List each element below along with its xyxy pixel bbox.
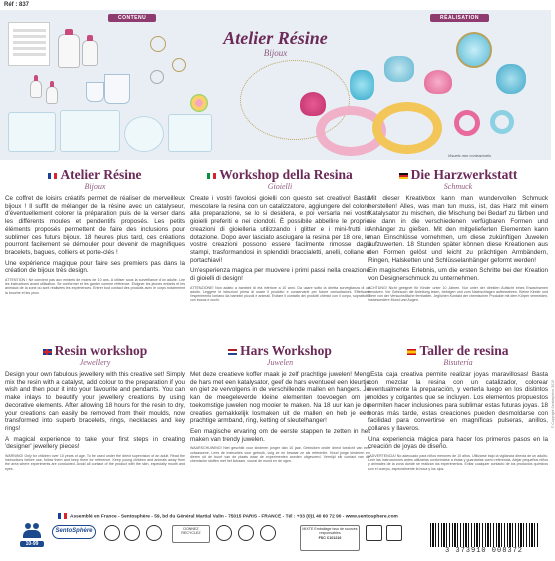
section-title: Workshop della Resina xyxy=(190,168,370,182)
silicone-mold-ring xyxy=(168,114,212,152)
section-de xyxy=(368,168,548,303)
flag-es-icon xyxy=(407,349,416,355)
butterfly-pendant xyxy=(384,56,414,82)
flag-nl-icon xyxy=(228,349,237,355)
section-body: Create i vostri favolosi gioielli con questo set creativo! Basta mescolare la resina con un catalizzatore, aggiungere del colore alla preparazione, se lo si desidera, e poi versarla nei vostri gioielli preferiti e nei ciondoli. È possibile abbellire le proprie creazioni di gioielleria utilizzando i glitter e i mini-frutti in dotazione. Dopo aver lasciato asciugare la resina per 18 ore, le vostre creazioni possono essere facilmente rimosse dagli stampi, trasformandosi in splendidi braccialetti, anelli, collane e portachiavi! Un'esperienza magica per muovere i primi passi nella creazione di gioielli di design! xyxy=(190,195,370,283)
brand-logo: SentoSphère xyxy=(52,525,96,539)
triman-icon xyxy=(146,525,162,541)
section-subtitle: Schmuck xyxy=(443,182,473,191)
round-pendant xyxy=(456,32,492,68)
silicone-mold-bracelet xyxy=(124,116,164,152)
section-body: Met deze creatieve koffer maak je zelf prachtige juwelen! Meng de hars met een katalysator, geef de hars eventueel een kleurtje en giet ze vervolgens in de verschillende mallen en hangers. Je kan de meegeleverde kleine elementen toevoegen om je toekomstige juwelen nog mooier te maken. Na 18 uur kan je de creaties gemakkelijk losmaken uit de mallen en heb je een prachtige armband, ring, ketting of sleutelhanger! Een magische ervaring om de eerste stappen te zetten in het maken van trendy juwelen. xyxy=(190,371,370,443)
section-it xyxy=(190,168,370,303)
age-badge xyxy=(18,523,46,553)
section-subtitle: Gioielli xyxy=(267,182,293,191)
cup-icon xyxy=(238,525,254,541)
mini-fruit-beads xyxy=(190,94,208,112)
visuel-note: Visuels non contractuels xyxy=(447,153,491,158)
flower-pendant xyxy=(496,64,526,94)
age-range: 10-99 xyxy=(20,541,44,547)
section-subtitle: Jewellery xyxy=(79,358,111,367)
barcode-number: 3 373910 008372 xyxy=(444,547,523,555)
flag-gb-icon xyxy=(43,349,52,355)
section-body: Ce coffret de loisirs créatifs permet de réaliser de merveilleux bijoux ! Il suffit de mélanger de la résine avec un catalyseur, d'éventuellement colorer la préparation puis de la verser dans les différents moules et pendentifs proposés. Les petits éléments proposés permettent de faire des inclusions pour sublimer ces futurs bijoux. 18 heures plus tard, ces créations pourront facilement se démouler pour devenir de magnifiques bracelets, bagues, colliers et porte-clés ! Une expérience magique pour faire ses premiers pas dans la création de bijoux très design. xyxy=(5,195,185,275)
resin-bottle xyxy=(58,34,80,68)
catalyst-bottle xyxy=(82,40,98,66)
section-body: Mit dieser Kreativbox kann man wundervollen Schmuck herstellen! Alles, was man tun muss, ist, das Harz mit einem Katalysator zu mischen, die Mischung bei Bedarf zu färben und sie dann in die verschiedenen verfügbaren Formen und Anhänger zu gießen. Mit den mitgelieferten Elementen kann man Einschlüsse vornehmen, um diese zukünftigen Juwelen aufzuwerten. 18 Stunden später können diese Kreationen aus den Formen gelöst und leicht zu prächtigen Armbändern, Ringen, Halsketten und Schlüsselanhänger geformt werden! Ein magisches Erlebnis, um die ersten Schritte bei der Kreation von Designerschmuck zu unternehmen. xyxy=(368,195,548,283)
measuring-cup xyxy=(104,74,130,104)
pendant-frame-2 xyxy=(172,58,186,72)
heart-pendant-2 xyxy=(424,70,452,94)
glitter-bottle xyxy=(30,80,42,98)
not-for-under-3-icon xyxy=(124,525,140,541)
hero-banner xyxy=(0,10,551,160)
section-es xyxy=(368,344,548,471)
keyring xyxy=(150,70,164,84)
section-body: Design your own fabulous jewellery with this creative set! Simply mix the resin with a catalyst, add colour to the preparation if you wish and then pour it into your favourite and pendants. You can make inlays to beautify your jewellery creations by using decorative elements. After allowing 18 hours for the resin to dry, your creations can easily be removed from their moulds, now transformed into superb bracelets, rings, necklaces and key rings! A magical experience to take your first steps in creating 'designer' jewellery pieces! xyxy=(5,371,185,451)
section-nl xyxy=(190,344,370,463)
reference-number: Réf : 837 xyxy=(4,2,30,8)
age-warning-icon xyxy=(386,525,402,541)
section-fr xyxy=(5,168,185,295)
flag-it-icon xyxy=(207,173,216,179)
section-title: Taller de resina xyxy=(368,344,548,358)
section-title: Die Harzwerkstatt xyxy=(368,168,548,182)
hero-title: Atelier Résine xyxy=(223,28,328,48)
hero-subtitle: Bijoux xyxy=(263,48,288,58)
section-title: Resin workshop xyxy=(5,344,185,358)
bracelet-gold xyxy=(372,102,442,154)
instructions-leaflet xyxy=(8,22,50,66)
content-tag: CONTENU xyxy=(108,14,156,22)
section-warning: ATTENZIONE! Non adatto a bambini di età inferiore a 10 anni. Da usare sotto la diretta sorveglianza di un adulto. Leggere le istruzioni prima di usare il prodotto e conservarle per future consultazioni. Effettuare l'esperimento lontano da bambini piccoli e animali. Evitare il contatto dei prodotti chimici con il corpo, soprattutto con bocca e occhi. xyxy=(190,285,370,303)
fsc-mixte-text: MIXTE Emballage Issu de sources responsables xyxy=(302,527,358,536)
family-icon xyxy=(23,523,41,539)
section-body: ¡Esta caja creativa permite realizar joyas maravillosas! Basta con mezclar la resina con un catalizador, colorear eventualmente la preparación, y verterla luego en los distintos moldes y colgantes que se incluyen. Los elementos propuestos permiten hacer inclusiones para sublimar estas futuras joyas. 18 horas más tarde, estas creaciones pueden desmoldarse con facilidad para convertirse en magníficas pulseras, anillos, collares y llaveros. Una experiencia mágica para hacer los primeros pasos en la creación de joyas de diseño. xyxy=(368,371,548,451)
section-subtitle: Bisutería xyxy=(443,358,473,367)
resin-ring xyxy=(454,110,480,136)
ce-mark-icon xyxy=(104,525,120,541)
barcode-bars xyxy=(430,523,538,547)
realisation-tag: RÉALISATION xyxy=(430,14,489,22)
section-warning: ¡ADVERTENCIA! No adecuado para niños menores de 10 años. Utilizarse bajo la vigilancia directa de un adulto. Leer las instrucciones antes utilizarlas conformarse a éstas y guardarlas como referencia. Alejar pequeños niños y animales de la zona donde se realizan los experimentos. Evitar cualquier contacto de los productos químicos con el cuerpo, especialmente la boca y los ojos. xyxy=(368,454,548,471)
copyright-text: © Copyright Sentosphère 2019 xyxy=(551,380,555,429)
blue-pendant xyxy=(350,70,374,100)
section-gb xyxy=(5,344,185,471)
measuring-cup-small xyxy=(86,82,104,102)
section-title: Hars Workshop xyxy=(190,344,370,358)
section-subtitle: Juwelen xyxy=(266,358,294,367)
heart-pendant xyxy=(300,92,326,116)
flag-fr-icon xyxy=(58,513,67,519)
recycle-icon xyxy=(216,525,232,541)
resin-ring-2 xyxy=(490,110,514,134)
section-warning: WARNING! Only for children over 10 years of age. To be used under the direct supervision of an adult. Read the instructions before use, follow them and keep them for reference. Keep young children and animals away from the area where experiments are conducted. Avoid all contact of the product with the skin, especially mouth and eyes. xyxy=(5,454,185,471)
made-in-france-line: Assemblé en France - Sentosphère - 59, bd du Général Martial Valin - 75015 PARIS - FRANCE - Tél : +33 (0)1 40 60 72 90 - www.sentosphere.com xyxy=(58,513,478,519)
section-warning: WAARSCHUWING! Niet geschikt voor kinderen jonger dan 10 jaar. Gebruiken onder direct toezicht van een volwassene. Lees de instructies voor gebruik, volg ze en bewaar ze als referentie. Houd jonge kinderen en dieren uit de buurt van de plaats waar de experimenten worden uitgevoerd. Vermijd elk contact van de chemische stoffen met het lichaam, vooral de mond en de ogen. xyxy=(190,446,370,463)
section-title: Atelier Résine xyxy=(5,168,185,182)
warning-icon xyxy=(366,525,382,541)
fsc-mixte-logo xyxy=(300,525,360,551)
bin-icon xyxy=(260,525,276,541)
section-warning: ACHTUNG! Nicht geeignet für Kinder unter 10 Jahren. Nur unter der direkten Aufsicht eines Erwachsenen benutzen. Vor Gebrauch die Anleitung lesen, befolgen und zum Nachschlagen aufbewahren. Kleine Kinder und Tiere von der Versuchsfläche fernhalten. Jeglichen Kontakt der chemischen Produkte mit dem Körper vermeiden, insbesondere Mund und Augen. xyxy=(368,285,548,303)
donnez-recyclez-logo: DONNEZ RECYCLEZ xyxy=(172,525,210,543)
barcode xyxy=(424,521,544,557)
section-warning: ATTENTION ! Ne convient pas aux enfants de moins de 10 ans. A utiliser sous la surveillance d'un adulte. Lire les instructions avant utilisation. Se conformer et les garder comme référence. Eloigner les jeunes enfants et les animaux de la zone où sont réalisées les expériences. Entrer tout contact des produits avec le corps notamment la bouche et les yeux. xyxy=(5,278,185,295)
footer-logos xyxy=(0,521,551,561)
glitter-bottle-2 xyxy=(46,86,58,104)
fsc-code: FSC C101216 xyxy=(318,535,342,540)
silicone-mold-shapes xyxy=(60,110,120,152)
silicone-mold-flowers xyxy=(8,112,56,152)
flag-fr-icon xyxy=(48,173,57,179)
flag-de-icon xyxy=(399,173,408,179)
section-subtitle: Bijoux xyxy=(84,182,106,191)
pendant-frame xyxy=(150,36,166,52)
